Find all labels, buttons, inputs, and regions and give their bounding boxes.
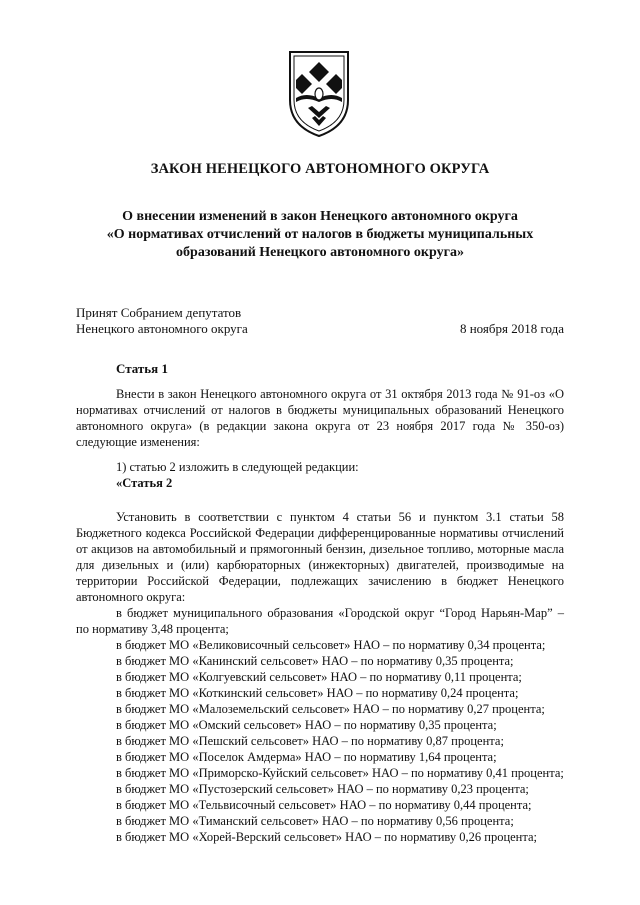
- adoption-date: 8 ноября 2018 года: [459, 321, 564, 336]
- coat-of-arms-emblem: [286, 48, 352, 140]
- budget-item: в бюджет МО «Коткинский сельсовет» НАО – по нормативу 0,24 процента;: [116, 686, 519, 700]
- law-title: ЗАКОН НЕНЕЦКОГО АВТОНОМНОГО ОКРУГА: [150, 161, 490, 177]
- adoption-info: [76, 305, 248, 337]
- budget-item: в бюджет муниципального образования «Городской округ “Город Нарьян-Мар” – по нормативу 3,48 процента;: [76, 606, 564, 636]
- document-title-line: «О нормативах отчислений от налогов в бюджеты муниципальных: [106, 227, 534, 242]
- adoption-line: Ненецкого автономного округа: [76, 321, 248, 336]
- budget-item: в бюджет МО «Омский сельсовет» НАО – по нормативу 0,35 процента;: [116, 718, 497, 732]
- main-paragraph: Установить в соответствии с пунктом 4 статьи 56 и пунктом 3.1 статьи 58 Бюджетного кодекса Российской Федерации дифференцированные нормативы отчислений от акцизов на автомобильный и прямогонный бензин, дизельное топливо, моторные масла для дизельных и (или) карбюраторных (инжекторных) двигателей, производимые на территории Российской Федерации, подлежащих зачислению в бюджет Ненецкого автономного округа:: [76, 510, 564, 604]
- budget-item: в бюджет МО «Малоземельский сельсовет» НАО – по нормативу 0,27 процента;: [116, 702, 545, 716]
- budget-item: в бюджет МО «Пешский сельсовет» НАО – по нормативу 0,87 процента;: [116, 734, 504, 748]
- budget-item: в бюджет МО «Тиманский сельсовет» НАО – по нормативу 0,56 процента;: [116, 814, 514, 828]
- budget-item: в бюджет МО «Колгуевский сельсовет» НАО – по нормативу 0,11 процента;: [116, 670, 522, 684]
- article-heading: Статья 1: [116, 361, 168, 376]
- amendment-line: 1) статью 2 изложить в следующей редакции:: [116, 460, 359, 474]
- article-main: [76, 509, 564, 845]
- budget-item: в бюджет МО «Пустозерский сельсовет» НАО – по нормативу 0,23 процента;: [116, 782, 529, 796]
- budget-item: в бюджет МО «Поселок Амдерма» НАО – по нормативу 1,64 процента;: [116, 750, 497, 764]
- new-article-heading: «Статья 2: [116, 476, 173, 490]
- document-title-line: О внесении изменений в закон Ненецкого автономного округа: [122, 209, 518, 224]
- document-title-line: образований Ненецкого автономного округа»: [176, 245, 464, 260]
- budget-item: в бюджет МО «Приморско-Куйский сельсовет» НАО – по нормативу 0,41 процента;: [116, 766, 564, 780]
- budget-item: в бюджет МО «Великовисочный сельсовет» НАО – по нормативу 0,34 процента;: [116, 638, 546, 652]
- intro-paragraph: Внести в закон Ненецкого автономного округа от 31 октября 2013 года № 91-оз «О нормативах отчислений от налогов в бюджеты муниципальных образований Ненецкого автономного округа» (в редакции закона округа от 23 ноября 2017 года № 350-оз) следующие изменения:: [76, 387, 564, 449]
- budget-item: в бюджет МО «Канинский сельсовет» НАО – по нормативу 0,35 процента;: [116, 654, 514, 668]
- budget-item: в бюджет МО «Тельвисочный сельсовет» НАО – по нормативу 0,44 процента;: [116, 798, 532, 812]
- article-intro: [76, 386, 564, 450]
- adoption-line: Принят Собранием депутатов: [76, 305, 242, 320]
- budget-item: в бюджет МО «Хорей-Верский сельсовет» НАО – по нормативу 0,26 процента;: [116, 830, 538, 844]
- document-title: [70, 208, 570, 262]
- amendment-block: [76, 459, 564, 491]
